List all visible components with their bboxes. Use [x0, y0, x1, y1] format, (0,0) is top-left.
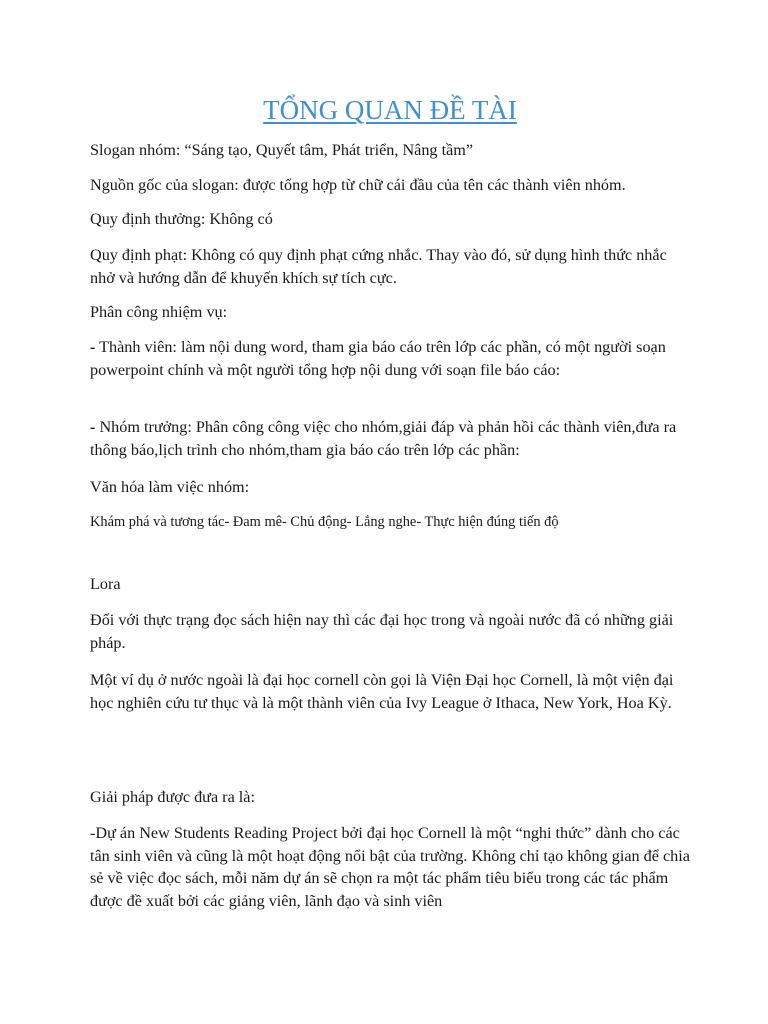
- slogan-paragraph: Slogan nhóm: “Sáng tạo, Quyết tâm, Phát triển, Nâng tầm”: [90, 141, 474, 159]
- leader-task-paragraph: [90, 416, 690, 461]
- author-name: Lora: [90, 575, 121, 593]
- slogan-origin-paragraph: Nguồn gốc của slogan: được tổng hợp từ chữ cái đầu của tên các thành viên nhóm.: [90, 176, 626, 194]
- leader-task-text: Nhóm trưởng: Phân công công việc cho nhóm,giải đáp và phản hồi các thành viên,đưa ra thông báo,lịch trình cho nhóm,tham gia báo cáo trên lớp các phần:: [90, 418, 677, 459]
- document-title: TỔNG QUAN ĐỀ TÀI: [263, 95, 517, 125]
- members-task-paragraph: [90, 336, 690, 381]
- team-culture-heading: Văn hóa làm việc nhóm:: [90, 478, 250, 496]
- task-assignment-heading: Phân công nhiệm vụ:: [90, 303, 228, 321]
- members-dash: -: [90, 338, 96, 356]
- team-culture-values: Khám phá và tương tác- Đam mê- Chủ động- Lắng nghe- Thực hiện đúng tiến độ: [90, 514, 559, 530]
- cornell-example-paragraph: Một ví dụ ở nước ngoài là đại học cornell còn gọi là Viện Đại học Cornell, là một viện đại học nghiên cứu tư thục và là một thành viên của Ivy League ở Ithaca, New York, Hoa Kỳ.: [90, 671, 674, 712]
- reading-project-paragraph: -Dự án New Students Reading Project bởi đại học Cornell là một “nghi thức” dành cho các tân sinh viên và cũng là một hoạt động nổi bật của trường. Không chỉ tạo không gian để chia sẻ về việc đọc sách, mỗi năm dự án sẽ chọn ra một tác phẩm tiêu biểu trong các tác phẩm được đề xuất bởi các giảng viên, lãnh đạo và sinh viên: [90, 824, 690, 910]
- penalty-rule-paragraph: Quy định phạt: Không có quy định phạt cứng nhắc. Thay vào đó, sử dụng hình thức nhắc nhở và hướng dẫn để khuyến khích sự tích cực.: [90, 246, 667, 287]
- leader-dash: -: [90, 418, 96, 436]
- members-task-text: Thành viên: làm nội dung word, tham gia báo cáo trên lớp các phần, có một người soạn powerpoint chính và một người tổng hợp nội dung với soạn file báo cáo:: [90, 338, 666, 379]
- reading-situation-paragraph: Đối với thực trạng đọc sách hiện nay thì các đại học trong và ngoài nước đã có những giải pháp.: [90, 611, 674, 652]
- document-page: [90, 0, 690, 1024]
- solution-heading: Giải pháp được đưa ra là:: [90, 788, 255, 806]
- reward-rule-paragraph: Quy định thưởng: Không có: [90, 210, 273, 228]
